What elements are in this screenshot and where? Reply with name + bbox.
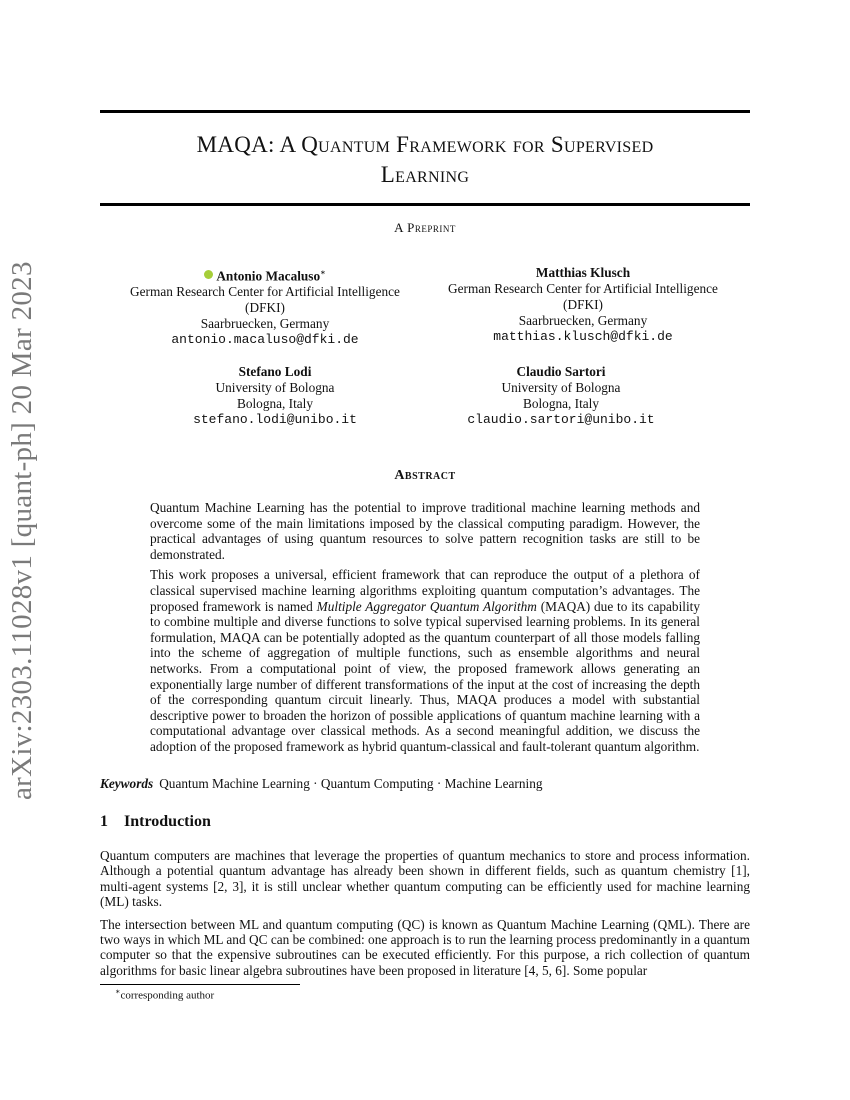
author-email[interactable]: antonio.macaluso@dfki.de	[171, 332, 359, 348]
abstract-paragraph-1: Quantum Machine Learning has the potential to improve traditional machine learning methods and overcome some of the main limitations imposed by the classical computing paradigm. However, the practical advantages of using quantum resources to solve pattern recognition tasks are still to be demonstrated.	[150, 500, 700, 562]
title-top-rule	[100, 110, 750, 113]
section-heading	[100, 813, 211, 831]
introduction-body	[100, 848, 750, 985]
title-line-2: Learning	[380, 162, 470, 187]
author-email[interactable]: matthias.klusch@dfki.de	[493, 329, 673, 344]
author-email[interactable]: stefano.lodi@unibo.it	[193, 412, 357, 427]
footnote-rule	[100, 984, 300, 985]
footnote-mark: ∗	[115, 987, 121, 996]
keywords-text: Quantum Machine Learning · Quantum Computing · Machine Learning	[159, 776, 543, 791]
author-email[interactable]: claudio.sartori@unibo.it	[467, 412, 655, 427]
algorithm-name: Multiple Aggregator Quantum Algorithm	[316, 598, 537, 614]
author-name: Stefano Lodi	[238, 364, 312, 379]
author-block-2	[418, 265, 748, 345]
section-number: 1	[100, 813, 108, 830]
author-block-4	[396, 364, 726, 428]
abstract-paragraph-2: This work proposes a universal, efficient framework that can reproduce the output of a plethora of classical supervised machine learning algorithms exploiting quantum computation’s advantages. The proposed framework is named Multiple Aggregator Quantum Algorithm (MAQA) due to its capability to combine multiple and diverse functions to solve typical supervised learning problems. In its general formulation, MAQA can be potentially adopted as the quantum counterpart of all those models falling into the scheme of aggregation of multiple functions, such as ensemble algorithms and neural networks. From a computational point of view, the proposed framework allows generating an exponentially large number of different transformations of the input at the cost of increasing the depth of the corresponding quantum circuit linearly. Thus, MAQA produces a model with substantial descriptive power to broaden the horizon of possible applications of quantum machine learning with a computational advantage over classical methods. As a second meaningful addition, we discuss the adoption of the proposed framework as hybrid quantum-classical and fault-tolerant quantum algorithm.	[150, 567, 701, 754]
arxiv-identifier: arXiv:2303.11028v1 [quant-ph] 20 Mar 2023	[6, 261, 38, 800]
preprint-label: A Preprint	[394, 220, 456, 235]
author-affiliation: German Research Center for Artificial Intelligence	[130, 284, 400, 300]
keywords-line	[100, 776, 750, 792]
author-location: Saarbruecken, Germany	[518, 313, 648, 328]
author-affiliation: German Research Center for Artificial Intelligence	[448, 281, 718, 296]
abstract-heading: Abstract	[394, 468, 456, 483]
title-bottom-rule	[100, 203, 750, 206]
orcid-icon[interactable]	[204, 270, 213, 279]
keywords-label: Keywords	[100, 776, 154, 791]
author-location: Bologna, Italy	[522, 396, 600, 411]
author-block-1	[100, 265, 430, 348]
author-name: Matthias Klusch	[535, 265, 631, 280]
author-name: Claudio Sartori	[516, 364, 606, 379]
body-paragraph-2: The intersection between ML and quantum computing (QC) is known as Quantum Machine Learning (QML). There are two ways in which ML and QC can be combined: one approach is to run the learning process predominantly in a quantum computer so that the expensive subroutines can be executed efficiently. For this purpose, a rich collection of quantum algorithms for basic linear algebra subroutines have been proposed in literature [4, 5, 6]. Some popular	[100, 916, 750, 978]
footnote	[115, 987, 214, 1002]
section-title: Introduction	[124, 813, 211, 830]
author-affiliation-abbrev: (DFKI)	[563, 297, 603, 312]
author-affiliation: University of Bologna	[215, 380, 335, 395]
author-location: Bologna, Italy	[236, 396, 314, 411]
author-location: Saarbruecken, Germany	[200, 316, 330, 332]
abstract-body	[150, 500, 700, 760]
author-block-3	[110, 364, 440, 428]
author-affiliation-abbrev: (DFKI)	[245, 300, 285, 316]
author-name: Antonio Macaluso∗	[100, 265, 430, 284]
paper-title	[100, 130, 750, 190]
title-line-1: MAQA: A Quantum Framework for Supervised	[196, 132, 654, 157]
footnote-text: corresponding author	[120, 989, 215, 1002]
body-paragraph-1: Quantum computers are machines that leverage the properties of quantum mechanics to store and process information. Although a potential quantum advantage has already been shown in different fields, such as quantum chemistry [1], multi-agent systems [2, 3], it is still unclear whether quantum computing can be efficiently used for machine learning (ML) tasks.	[100, 848, 750, 910]
author-affiliation: University of Bologna	[501, 380, 621, 395]
